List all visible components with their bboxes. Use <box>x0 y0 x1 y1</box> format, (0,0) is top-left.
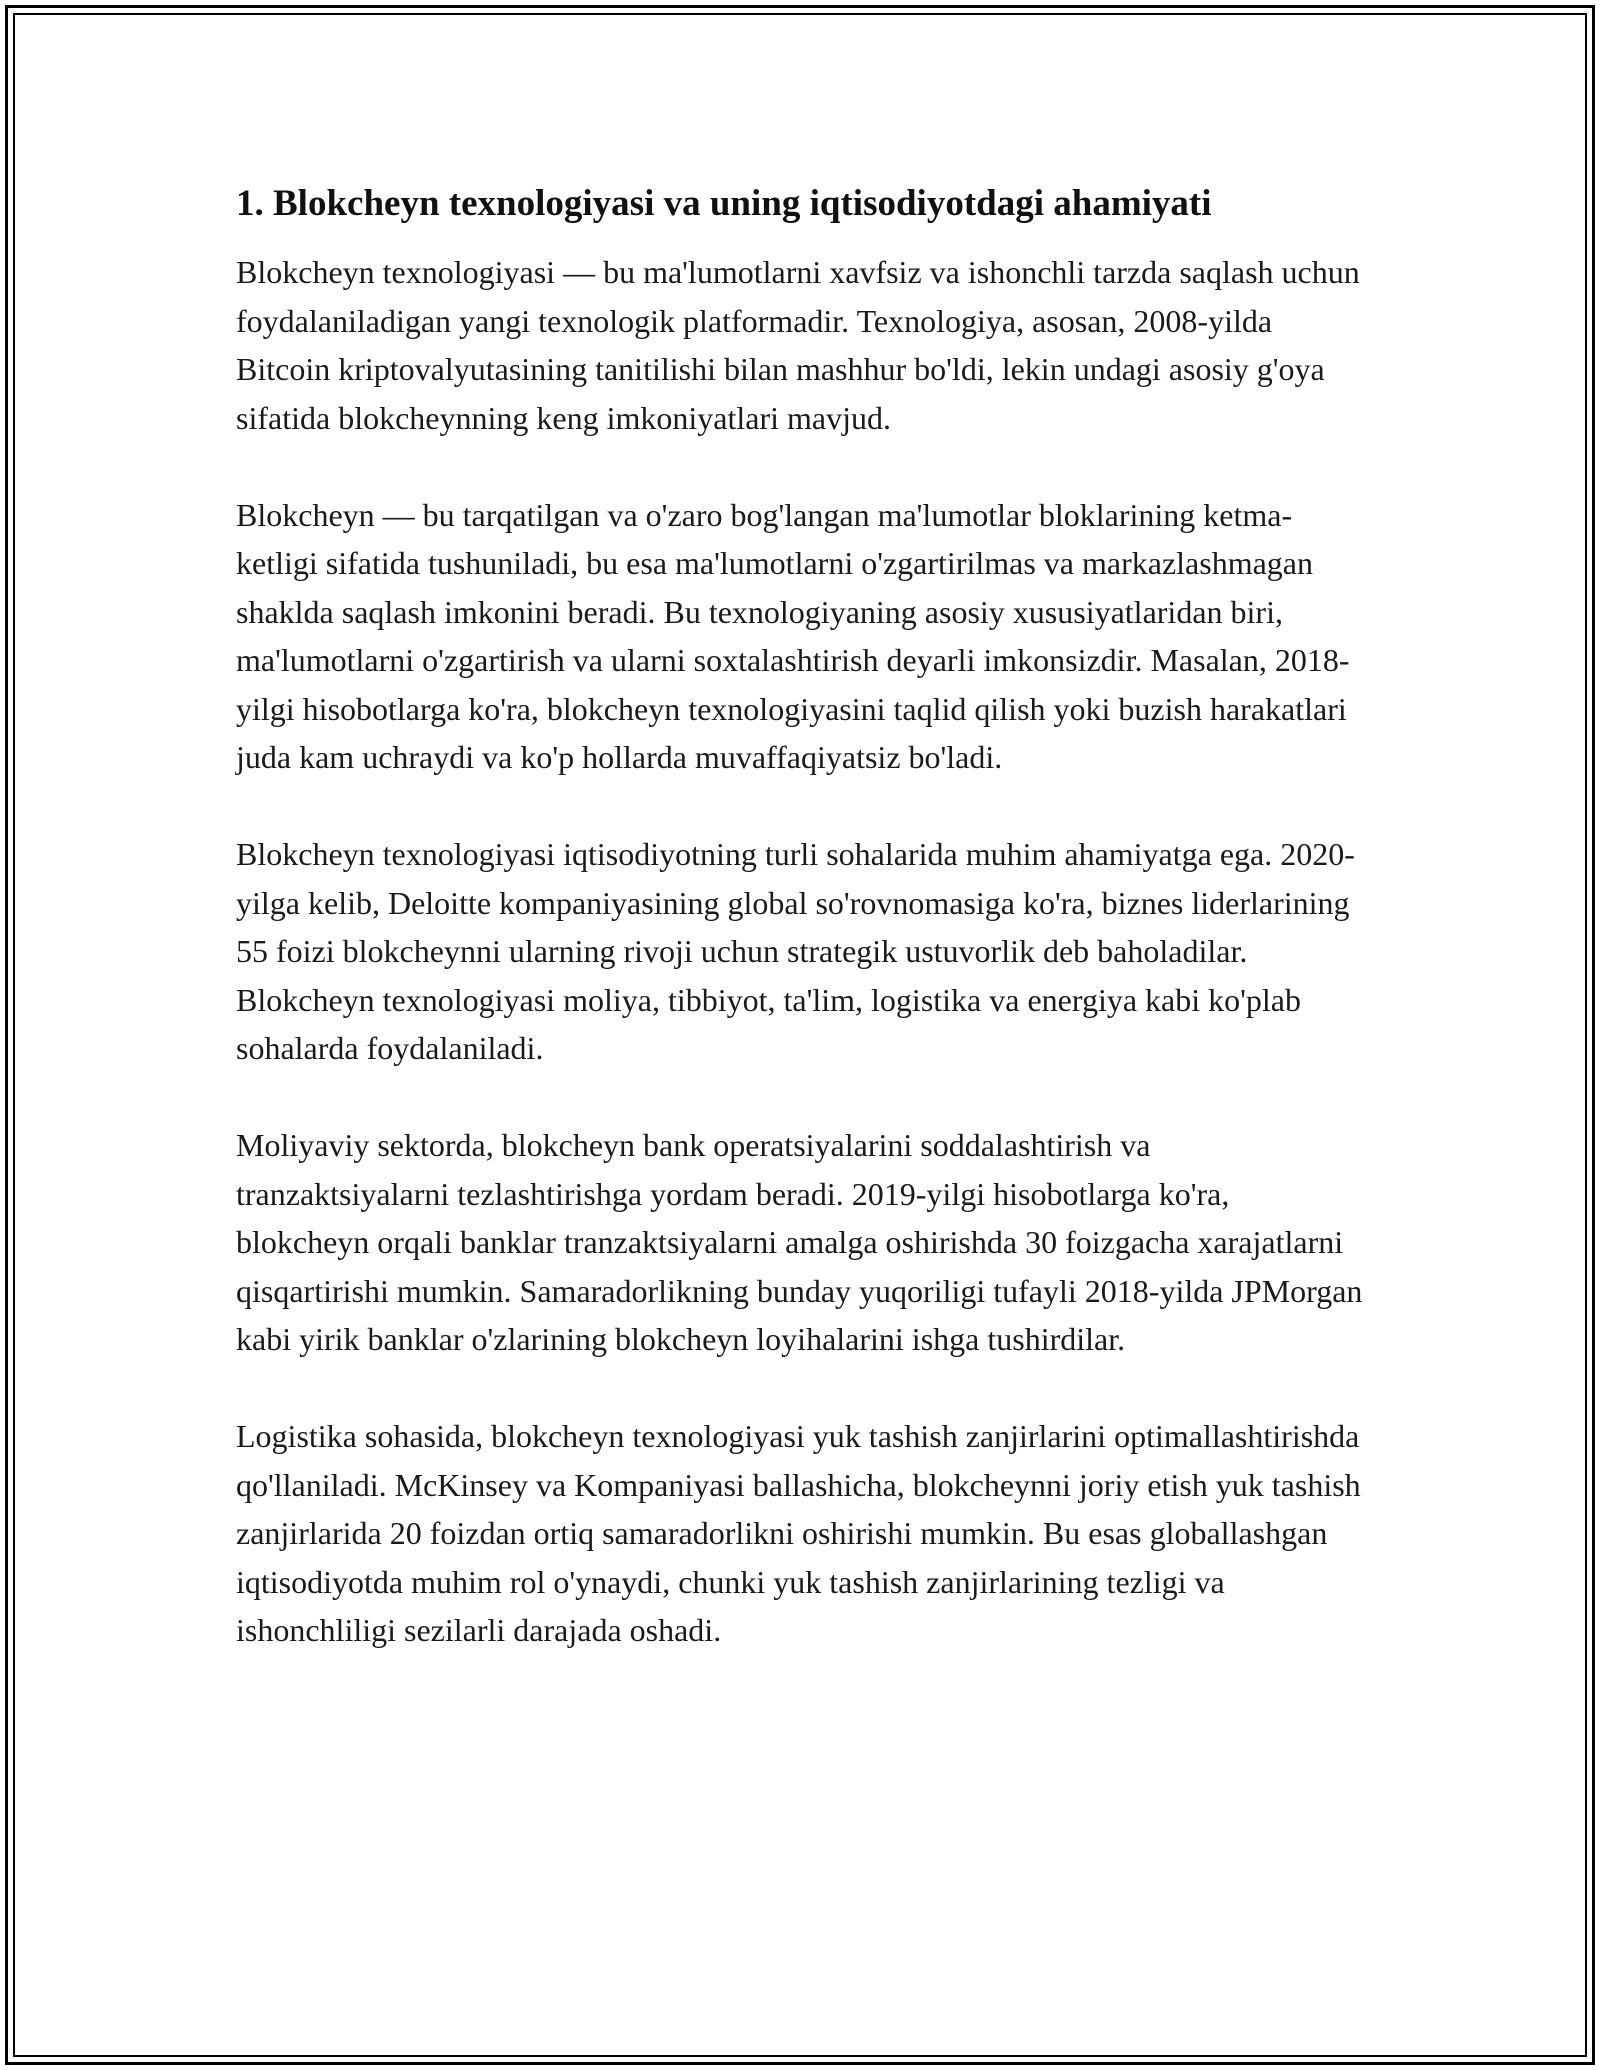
paragraph-4: Moliyaviy sektorda, blokcheyn bank operatsiyalarini soddalashtirish va tranzaktsiyalarni tezlashtirishga yordam beradi. 2019-yilgi hisobotlarga ko'ra, blokcheyn orqali banklar tranzaktsiyalarni amalga oshirishda 30 foizgacha xarajatlarni qisqartirishi mumkin. Samaradorlikning bunday yuqoriligi tufayli 2018-yilda JPMorgan kabi yirik banklar o'zlarining blokcheyn loyihalarini ishga tushirdilar. <box>236 1127 1363 1358</box>
paragraph-5: Logistika sohasida, blokcheyn texnologiyasi yuk tashish zanjirlarini optimallashtirishda qo'llaniladi. McKinsey va Kompaniyasi ballashicha, blokcheynni joriy etish yuk tashish zanjirlarida 20 foizdan ortiq samaradorlikni oshirishi mumkin. Bu esas globallashgan iqtisodiyotda muhim rol o'ynaydi, chunki yuk tashish zanjirlarining tezligi va ishonchliligi sezilarli darajada oshadi. <box>236 1418 1361 1649</box>
paragraph-2: Blokcheyn — bu tarqatilgan va o'zaro bog'langan ma'lumotlar bloklarining ketma-ketligi sifatida tushuniladi, bu esa ma'lumotlarni o'zgartirilmas va markazlashmagan shaklda saqlash imkonini beradi. Bu texnologiyaning asosiy xususiyatlaridan biri, ma'lumotlarni o'zgartirish va ularni soxtalashtirish deyarli imkonsizdir. Masalan, 2018-yilgi hisobotlarga ko'ra, blokcheyn texnologiyasini taqlid qilish yoki buzish harakatlari juda kam uchraydi va ko'p hollarda muvaffaqiyatsiz bo'ladi. <box>236 496 1350 776</box>
document-body <box>236 180 1366 1703</box>
paragraph-1: Blokcheyn texnologiyasi — bu ma'lumotlarni xavfsiz va ishonchli tarzda saqlash uchun foydalaniladigan yangi texnologik platformadir. Texnologiya, asosan, 2008-yilda Bitcoin kriptovalyutasining tanitilishi bilan mashhur bo'ldi, lekin undagi asosiy g'oya sifatida blokcheynning keng imkoniyatlari mavjud. <box>236 254 1360 436</box>
section-heading: 1. Blokcheyn texnologiyasi va uning iqtisodiyotdagi ahamiyati <box>236 183 1212 224</box>
paragraph-3: Blokcheyn texnologiyasi iqtisodiyotning turli sohalarida muhim ahamiyatga ega. 2020-yilga kelib, Deloitte kompaniyasining global so'rovnomasiga ko'ra, biznes liderlarining 55 foizi blokcheynni ularning rivoji uchun strategik ustuvorlik deb baholadilar. Blokcheyn texnologiyasi moliya, tibbiyot, ta'lim, logistika va energiya kabi ko'plab sohalarda foydalaniladi. <box>236 836 1355 1067</box>
